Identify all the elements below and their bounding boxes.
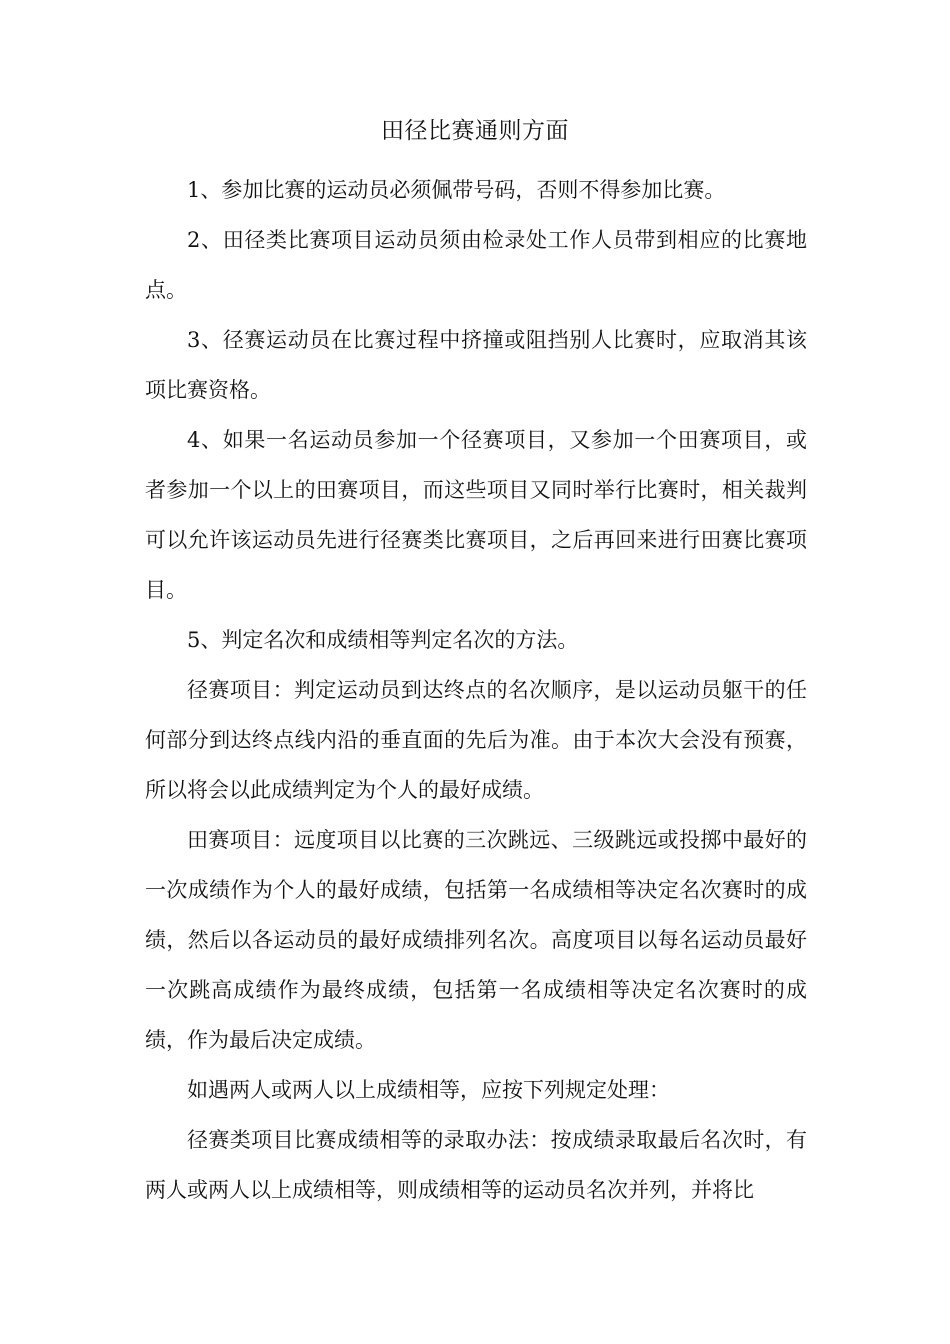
paragraph-rule-1: 1、参加比赛的运动员必须佩带号码，否则不得参加比赛。 xyxy=(187,178,726,202)
paragraph-track-tie-rule: 径赛类项目比赛成绩相等的录取办法：按成绩录取最后名次时，有两人或两人以上成绩相等，则成绩相等的运动员名次并列，并将比 xyxy=(145,1128,807,1202)
document-body xyxy=(145,165,807,1215)
paragraph-rule-2: 2、田径类比赛项目运动员须由检录处工作人员带到相应的比赛地点。 xyxy=(145,228,807,302)
document-title: 田径比赛通则方面 xyxy=(381,118,569,144)
paragraph-field-events: 田赛项目：远度项目以比赛的三次跳远、三级跳远或投掷中最好的一次成绩作为个人的最好成绩，包括第一名成绩相等决定名次赛时的成绩，然后以各运动员的最好成绩排列名次。高度项目以每名运动员最好一次跳高成绩作为最终成绩，包括第一名成绩相等决定名次赛时的成绩，作为最后决定成绩。 xyxy=(145,828,807,1052)
paragraph-rule-3: 3、径赛运动员在比赛过程中挤撞或阻挡别人比赛时，应取消其该项比赛资格。 xyxy=(145,328,807,402)
paragraph-rule-5: 5、判定名次和成绩相等判定名次的方法。 xyxy=(187,628,579,652)
paragraph-track-events: 径赛项目：判定运动员到达终点的名次顺序，是以运动员躯干的任何部分到达终点线内沿的垂直面的先后为准。由于本次大会没有预赛，所以将会以此成绩判定为个人的最好成绩。 xyxy=(145,678,807,802)
paragraph-rule-4: 4、如果一名运动员参加一个径赛项目，又参加一个田赛项目，或者参加一个以上的田赛项目，而这些项目又同时举行比赛时，相关裁判可以允许该运动员先进行径赛类比赛项目，之后再回来进行田赛比赛项目。 xyxy=(145,428,807,602)
paragraph-tie-intro: 如遇两人或两人以上成绩相等，应按下列规定处理： xyxy=(187,1078,670,1102)
